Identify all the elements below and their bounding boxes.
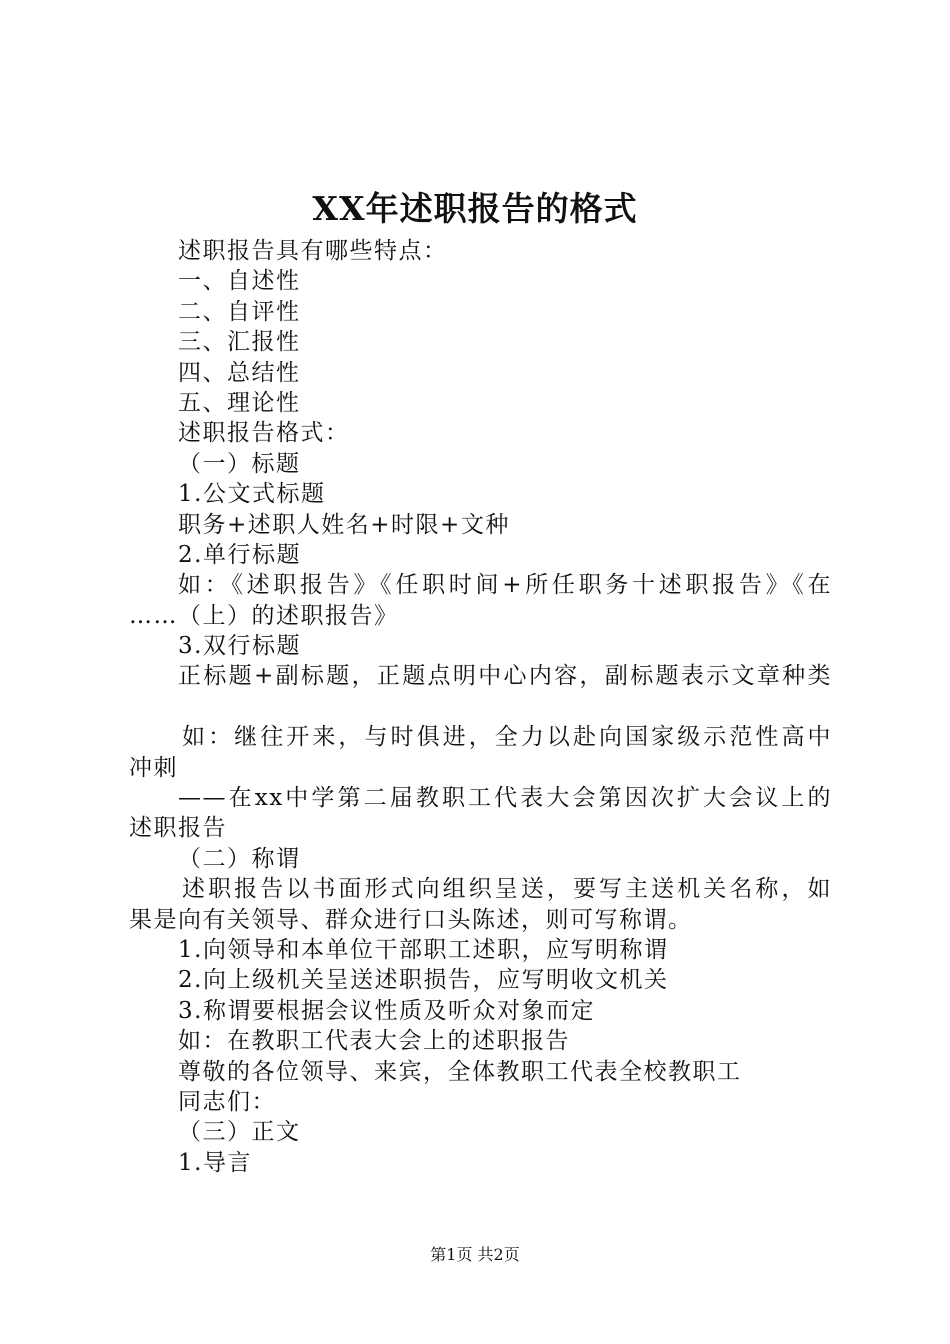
text-line: 二、自评性 xyxy=(178,298,301,325)
text-line: 如：继往开来，与时俱进，全力以赴向国家级示范性高中 xyxy=(182,724,832,751)
text-line: 一、自述性 xyxy=(178,268,301,295)
text-line: ……（上）的述职报告》 xyxy=(129,602,399,629)
section-heading: （三）正文 xyxy=(178,1119,301,1146)
text-line: 3.双行标题 xyxy=(178,633,301,660)
text-line: 五、理论性 xyxy=(178,389,301,416)
blank-line xyxy=(129,692,832,722)
text-line: 1.向领导和本单位干部职工述职，应写明称谓 xyxy=(178,936,669,963)
text-line: 果是向有关领导、群众进行口头陈述，则可写称谓。 xyxy=(129,906,693,933)
text-line: 3.称谓要根据会议性质及听众对象而定 xyxy=(178,997,595,1024)
text-line: 尊敬的各位领导、来宾，全体教职工代表全校教职工 xyxy=(178,1058,742,1085)
text-line: 三、汇报性 xyxy=(178,329,301,356)
text-line: 冲刺 xyxy=(129,754,178,781)
text-line: 述职报告具有哪些特点： xyxy=(178,238,448,264)
section-heading: （一）标题 xyxy=(178,450,301,477)
text-line: 2.单行标题 xyxy=(178,541,301,568)
text-line: 四、总结性 xyxy=(178,359,301,386)
text-line: 1.公文式标题 xyxy=(178,481,326,508)
text-line: 述职报告 xyxy=(129,815,227,842)
text-line: 1.导言 xyxy=(178,1149,252,1176)
section-heading: （二）称谓 xyxy=(178,845,301,872)
text-line: 正标题+副标题，正题点明中心内容，副标题表示文章种类 xyxy=(178,663,832,690)
page-footer: 第1页 共2页 xyxy=(430,1245,520,1264)
document-title: XX年述职报告的格式 xyxy=(312,189,638,228)
text-line: 述职报告格式： xyxy=(178,420,350,447)
document-body xyxy=(129,236,832,1178)
text-line: 如：《述职报告》《任职时间+所任职务十述职报告》《在 xyxy=(178,572,832,599)
text-line: 如：在教职工代表大会上的述职报告 xyxy=(178,1028,570,1055)
text-line: 同志们： xyxy=(178,1088,276,1115)
text-line: 述职报告以书面形式向组织呈送，要写主送机关名称，如 xyxy=(182,876,832,903)
text-line: 职务+述职人姓名+时限+文种 xyxy=(178,511,510,538)
text-line: ——在xx中学第二届教职工代表大会第因次扩大会议上的 xyxy=(178,785,832,812)
text-line: 2.向上级机关呈送述职损告，应写明收文机关 xyxy=(178,967,669,994)
